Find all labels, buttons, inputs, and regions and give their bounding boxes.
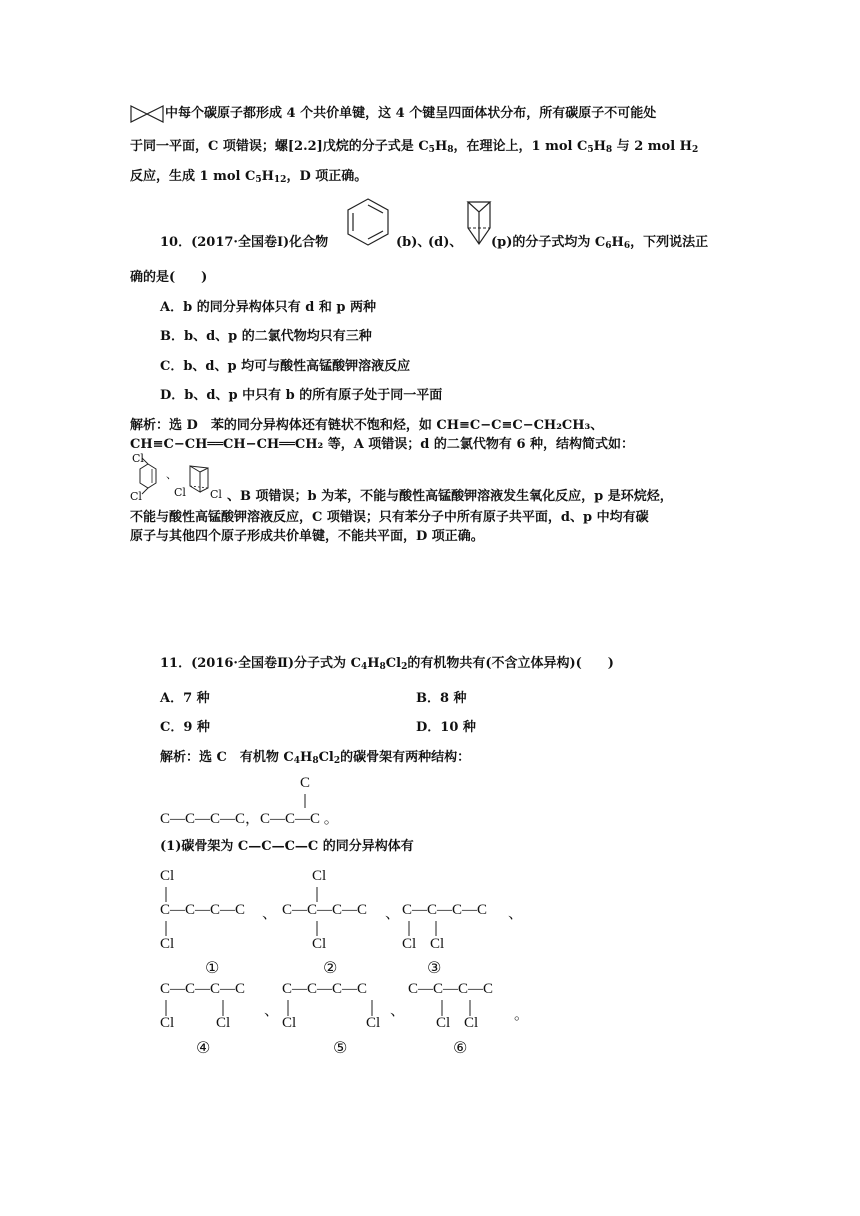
isomer2-cl-top: Cl <box>312 868 327 884</box>
isomer4-cl-1: Cl <box>160 1015 175 1031</box>
q11-stem: 11．(2016·全国卷Ⅱ)分子式为 $C_4H_8Cl_2$的有机物共有(不含立体异构)( ) <box>160 656 614 672</box>
separator: 、 <box>390 1003 406 1019</box>
spiropentane-icon <box>130 104 164 124</box>
isomer4-chain: C—C—C—C <box>160 981 246 997</box>
isomer1-cl-top: Cl <box>160 868 175 884</box>
q10-analysis-4: 不能与酸性高锰酸钾溶液反应，C 项错误；只有苯分子中所有原子共平面，d、p 中均有碳 <box>130 510 649 525</box>
q10-option-b: B．b、d、p 的二氯代物均只有三种 <box>160 329 372 344</box>
q10-option-c: C．b、d、p 均可与酸性高锰酸钾溶液反应 <box>160 359 411 374</box>
separator: 、 <box>264 1003 280 1019</box>
isomer-number-1: ① <box>205 958 220 977</box>
q10-option-d: D．b、d、p 中只有 b 的所有原子处于同一平面 <box>160 388 443 403</box>
cl-label: Cl <box>132 452 144 465</box>
isomer3-chain: C—C—C—C <box>402 902 488 918</box>
q10-stem-2: 确的是( ) <box>130 270 208 285</box>
isomer6-chain: C—C—C—C <box>408 981 494 997</box>
isomer3-cl-2: Cl <box>430 936 445 952</box>
q11-option-d: D．10 种 <box>416 720 476 735</box>
isomer1-chain: C—C—C—C <box>160 902 246 918</box>
q10-stem-1: 10．(2017·全国卷Ⅰ)化合物 <box>160 235 329 250</box>
q10-analysis-2: CH≡C−CH══CH−CH══CH₂ 等，A 项错误；d 的二氯代物有 6 种，结构简式如： <box>130 437 635 452</box>
isomer-number-3: ③ <box>427 958 442 977</box>
isomer5-cl-1: Cl <box>282 1015 297 1031</box>
separator: 、 <box>262 906 278 922</box>
cl-label: Cl <box>174 486 186 499</box>
isomer5-chain: C—C—C—C <box>282 981 368 997</box>
isomer6-cl-2: Cl <box>464 1015 479 1031</box>
cl-label: Cl <box>130 490 142 503</box>
prev-line-1: 中每个碳原子都形成 4 个共价单键，这 4 个键呈四面体状分布，所有碳原子不可能处 <box>165 106 657 121</box>
q11-analysis: 解析：选 C 有机物 $C_4H_8Cl_2$的碳骨架有两种结构： <box>160 750 471 766</box>
benzene-icon <box>343 196 393 248</box>
isomer6-cl-1: Cl <box>436 1015 451 1031</box>
q11-sub1-label: (1)碳骨架为 C—C—C—C 的同分异构体有 <box>160 839 414 854</box>
prev-line-2: 于同一平面，C 项错误；螺[2.2]戊烷的分子式是 $C_5H_8$，在理论上，1 mol $C_5H_8$ 与 2 mol $H_2$ <box>130 139 699 155</box>
comma: 、 <box>166 468 177 481</box>
label-d: (d)、 <box>428 235 463 250</box>
q10-analysis-1: 解析：选 D 苯的同分异构体还有链状不饱和烃，如 CH≡C−C≡C−CH₂CH₃、 <box>130 418 604 433</box>
isomer3-cl-1: Cl <box>402 936 417 952</box>
isomer-number-6: ⑥ <box>453 1038 468 1057</box>
row2-bonds <box>150 998 490 1020</box>
skeleton-branch-c: C <box>300 775 311 791</box>
q10-analysis-3: 、B 项错误；b 为苯，不能与酸性高锰酸钾溶液发生氧化反应，p 是环烷烃， <box>227 489 673 504</box>
q10-analysis-5: 原子与其他四个原子形成共价单键，不能共平面，D 项正确。 <box>130 529 484 544</box>
isomer1-cl-bottom: Cl <box>160 936 175 952</box>
q11-option-a: A．7 种 <box>160 691 210 706</box>
cl-label: Cl <box>210 488 222 501</box>
isomer4-cl-2: Cl <box>216 1015 231 1031</box>
prev-line-3: 反应，生成 1 mol $C_5H_{12}$，D 项正确。 <box>130 169 368 185</box>
isomer-number-4: ④ <box>196 1038 211 1057</box>
isomer5-cl-2: Cl <box>366 1015 381 1031</box>
separator: 、 <box>508 906 524 922</box>
isomer-number-5: ⑤ <box>333 1038 348 1057</box>
label-b: (b)、 <box>396 235 431 250</box>
q10-stem-1b: (p)的分子式均为 $C_6H_6$，下列说法正 <box>491 235 709 251</box>
q10-option-a: A．b 的同分异构体只有 d 和 p 两种 <box>160 300 376 315</box>
prismane-icon <box>464 200 494 248</box>
row1-bonds <box>150 880 450 940</box>
separator: 、 <box>385 906 401 922</box>
isomer2-chain: C—C—C—C <box>282 902 368 918</box>
q11-option-c: C．9 种 <box>160 720 210 735</box>
q11-option-b: B．8 种 <box>416 691 467 706</box>
skeleton-line: C—C—C—C，C—C—C 。 <box>160 811 339 827</box>
isomer-number-2: ② <box>323 958 338 977</box>
isomer2-cl-bottom: Cl <box>312 936 327 952</box>
period: 。 <box>514 1007 530 1023</box>
